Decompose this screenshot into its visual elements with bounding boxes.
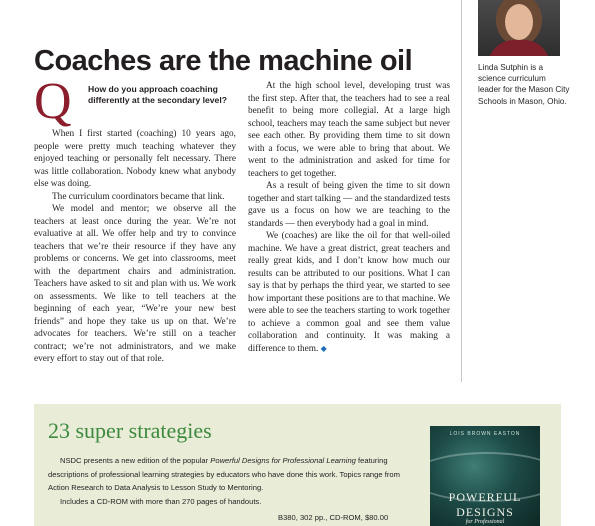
question-block	[34, 73, 236, 130]
answer-paragraph: When I first started (coaching) 10 years ago, people were pretty much teaching whatever they enjoyed teaching or personally felt necessary. There was little collaboration. Nobody knew what anybody else was doing.	[34, 129, 236, 189]
ad-book-title: Powerful Designs for Professional Learning	[210, 456, 356, 465]
article-column-1	[34, 73, 236, 366]
ad-cdrom-note: Includes a CD-ROM with more than 270 pages of handouts.	[60, 496, 262, 506]
article-column-2	[248, 80, 450, 355]
author-caption: Linda Sutphin is a science curriculum leader for the Mason City Schools in Mason, Ohio.	[478, 63, 570, 106]
photo-face	[505, 4, 533, 40]
photo-shirt	[488, 40, 550, 56]
book-cover-title-line2: DESIGNS	[456, 505, 514, 519]
final-paragraph-text: We (coaches) are like the oil for that well-oiled machine. We have a great district, great teachers and really great kids, and I don’t know how much our results can be attributed to our positions. What I can say is that by perhaps the third year, we started to see how important these positions are to that machine. We were able to see the teachers starting to work together to achieve a common goal and see them value collaboration and continuity. It was making a difference to them.	[248, 231, 450, 354]
page-title: Coaches are the machine oil	[34, 45, 413, 78]
ad-title: 23 super strategies	[48, 418, 212, 443]
answer-paragraph: The curriculum coordinators became that link.	[52, 191, 225, 202]
book-cover-author: LOIS BROWN EASTON	[449, 431, 521, 437]
answer-paragraph: As a result of being given the time to sit down together and start talking — and the standardized tests gave us a focus on how we are teaching to the standards — then everybody had a goal in mind.	[248, 181, 450, 229]
column-divider	[461, 0, 462, 382]
ad-price: B380, 302 pp., CD-ROM, $80.00	[278, 513, 389, 522]
book-cover[interactable]	[430, 426, 540, 526]
answer-paragraph: We model and mentor; we observe all the teachers at least once during the year. We’re not evaluative at all. We offer help and try to convince teachers that we’re their resource if they have any problems or concerns. We get into classrooms, meet with the department chairs and administration. Teachers have asked to sit and plan with us. We work on assessments. We like to tell teachers at the beginning of each year, “We’re your new best friends” and hope they take us up on that. We’re advocates for teachers. We’re still on a teacher contract; we’re not administrators, and we make every effort to stay out of that role.	[34, 204, 236, 364]
ad-description	[48, 454, 420, 508]
book-advertisement[interactable]	[34, 404, 561, 526]
interview-question: How do you approach coaching differently at the secondary level?	[88, 84, 227, 105]
book-cover-title-line1: POWERFUL	[448, 490, 522, 504]
book-cover-subtitle: for Professional	[465, 519, 505, 525]
ad-paragraph: NSDC presents a new edition of the popular Powerful Designs for Professional Learning featuring descriptions of professional learning strategies by educators who have done this work. Topics range from Action Research to Data Analysis to Lesson Study to Mentoring.	[48, 456, 400, 493]
end-of-article-icon: ◆	[320, 343, 327, 353]
author-photo	[478, 0, 560, 56]
answer-paragraph: At the high school level, developing trust was the first step. After that, the teachers had to see a real benefit to being more collegial. At a large high school, teachers may teach the same subject but never see each other. By providing them time to sit down with a focus, we were able to bring that about. We went to the administration and asked for time for teachers to get together.	[248, 81, 450, 179]
answer-paragraph-final	[248, 230, 450, 355]
dropcap-q: Q	[34, 73, 72, 130]
